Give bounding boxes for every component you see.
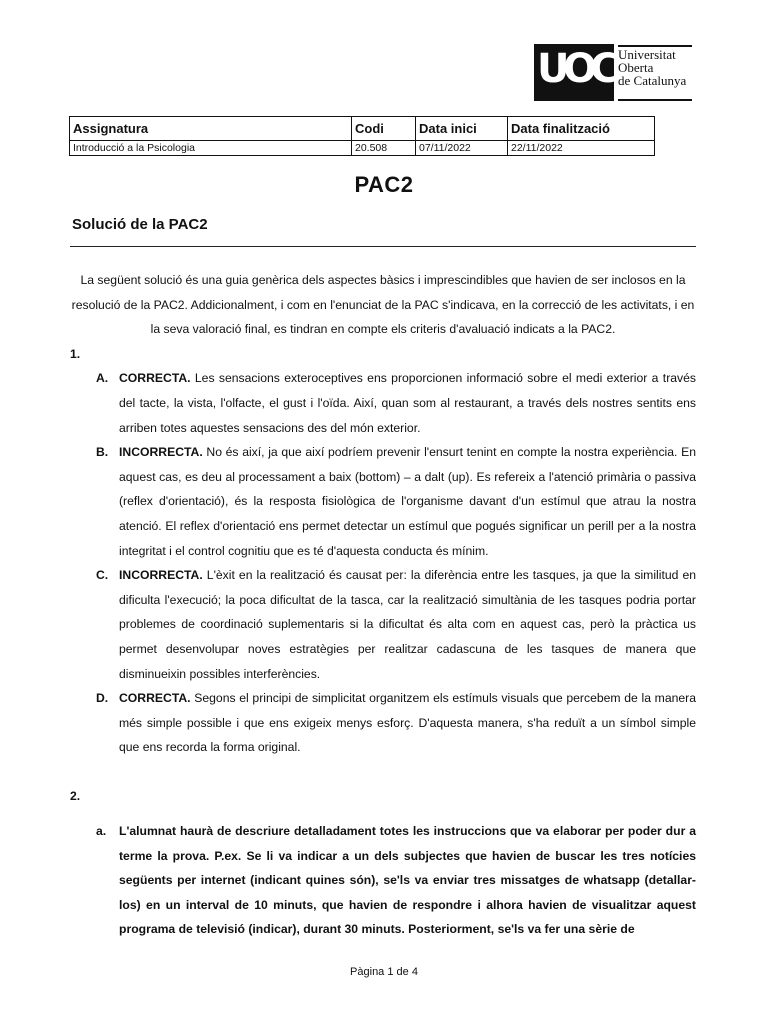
page-footer: Pàgina 1 de 4 bbox=[350, 966, 418, 978]
spacer bbox=[70, 760, 696, 785]
header-end-date: Data finalització bbox=[508, 117, 655, 141]
option-text: No és així, ja que així podríem prevenir l'ensurt tenint en compte la nostra experiència. En aquest cas, es deu al processament a baix (bottom) – a dalt (up). Es refereix a l'atenció primària o passiva (reflex d'orientació), és la resposta fisiològica de l'organisme davant d'un estímul que atrau la nostra atenció. El reflex d'orientació ens permet detectar un estímul que pogués significar un perill per a la nostra integritat i el control cognitiu que es té d'aquesta conducta és mínim. bbox=[119, 445, 696, 558]
list-item bbox=[70, 440, 696, 563]
cell-subject: Introducció a la Psicologia bbox=[70, 141, 352, 156]
uoc-logo bbox=[534, 44, 694, 102]
table-header-row bbox=[70, 117, 655, 141]
option-text: L'alumnat haurà de descriure detalladament totes les instruccions que va elaborar per poder dur a terme la prova. P.ex. Se li va indicar a un dels subjectes que havien de buscar les tres notícies següents per internet (indicant quines són), se'ls va enviar tres missatges de whatsapp (detallar-los) en un interval de 10 minuts, que havien de respondre i alhora havien de visualitzar aquest programa de televisió (indicar), durant 30 minuts. Posteriorment, se'ls va fer una sèrie de bbox=[119, 824, 696, 937]
option-marker: A. bbox=[96, 371, 109, 386]
list-item bbox=[70, 366, 696, 440]
logo-text-line: Universitat bbox=[618, 47, 676, 62]
course-info-table bbox=[69, 116, 655, 156]
option-verdict: INCORRECTA. bbox=[119, 568, 203, 583]
intro-paragraph: La següent solució és una guia genèrica dels aspectes bàsics i imprescindibles que havien de ser inclosos en la resolució de la PAC2. Addicionalment, i com en l'enunciat de la PAC s'indicava, en la correcció de les activitats, i en la seva valoració final, es tindran en compte els criteris d'avaluació indicats a la PAC2. bbox=[71, 273, 695, 337]
option-text: L'èxit en la realització és causat per: la diferència entre les tasques, ja que la similitud en dificulta l'execució; la poca dificultat de la tasca, car la realització simultània de les tasques podria portar problemes de coordinació suplementaris si la dificultat és alta com en aquest cas, però la pràctica us permet desenvolupar noves estratègies per realitzar cadascuna de les tasques de manera que disminueixin possibles interferències. bbox=[119, 568, 696, 681]
logo-text-line: Oberta bbox=[618, 60, 654, 75]
cell-end-date: 22/11/2022 bbox=[508, 141, 655, 156]
logo-letter-u: U bbox=[537, 46, 569, 92]
uoc-logo-mark bbox=[534, 44, 619, 101]
header-subject: Assignatura bbox=[70, 117, 352, 141]
spacer bbox=[70, 809, 696, 819]
logo-text-line: de Catalunya bbox=[618, 73, 687, 88]
option-text: Les sensacions exteroceptives ens proporcionen informació sobre el medi exterior a través del tacte, la vista, l'olfacte, el gust i l'oïda. Així, quan som al restaurant, a través dels nostres sentits ens arriben totes aquestes sensacions des del món exterior. bbox=[119, 371, 696, 435]
table-row bbox=[70, 141, 655, 156]
document-title: PAC2 bbox=[354, 172, 414, 197]
list-item bbox=[70, 686, 696, 760]
option-verdict: CORRECTA. bbox=[119, 691, 191, 706]
option-text: Segons el principi de simplicitat organitzem els estímuls visuals que percebem de la manera més simple possible i que ens exigeix menys esforç. D'aquesta manera, s'ha reduït a un símbol simple que ens recorda la forma original. bbox=[119, 691, 696, 755]
list-item bbox=[70, 819, 696, 942]
option-marker: D. bbox=[96, 691, 109, 706]
document-body bbox=[70, 268, 696, 942]
question-1-options bbox=[70, 366, 696, 760]
cell-start-date: 07/11/2022 bbox=[416, 141, 508, 156]
divider bbox=[70, 246, 696, 247]
option-marker: a. bbox=[96, 824, 107, 839]
logo-rule-bottom bbox=[618, 99, 692, 101]
option-marker: C. bbox=[96, 568, 109, 583]
option-verdict: CORRECTA. bbox=[119, 371, 191, 386]
option-verdict: INCORRECTA. bbox=[119, 445, 203, 460]
question-number: 1. bbox=[70, 346, 81, 361]
header-code: Codi bbox=[352, 117, 416, 141]
question-2-options bbox=[70, 819, 696, 942]
section-subtitle: Solució de la PAC2 bbox=[72, 216, 208, 233]
question-number: 2. bbox=[70, 789, 81, 804]
cell-code: 20.508 bbox=[352, 141, 416, 156]
logo-text bbox=[618, 48, 694, 87]
list-item bbox=[70, 563, 696, 686]
logo-letter-o: O bbox=[563, 46, 597, 92]
option-marker: B. bbox=[96, 445, 109, 460]
logo-letter-c: C bbox=[590, 46, 619, 92]
header-start-date: Data inici bbox=[416, 117, 508, 141]
